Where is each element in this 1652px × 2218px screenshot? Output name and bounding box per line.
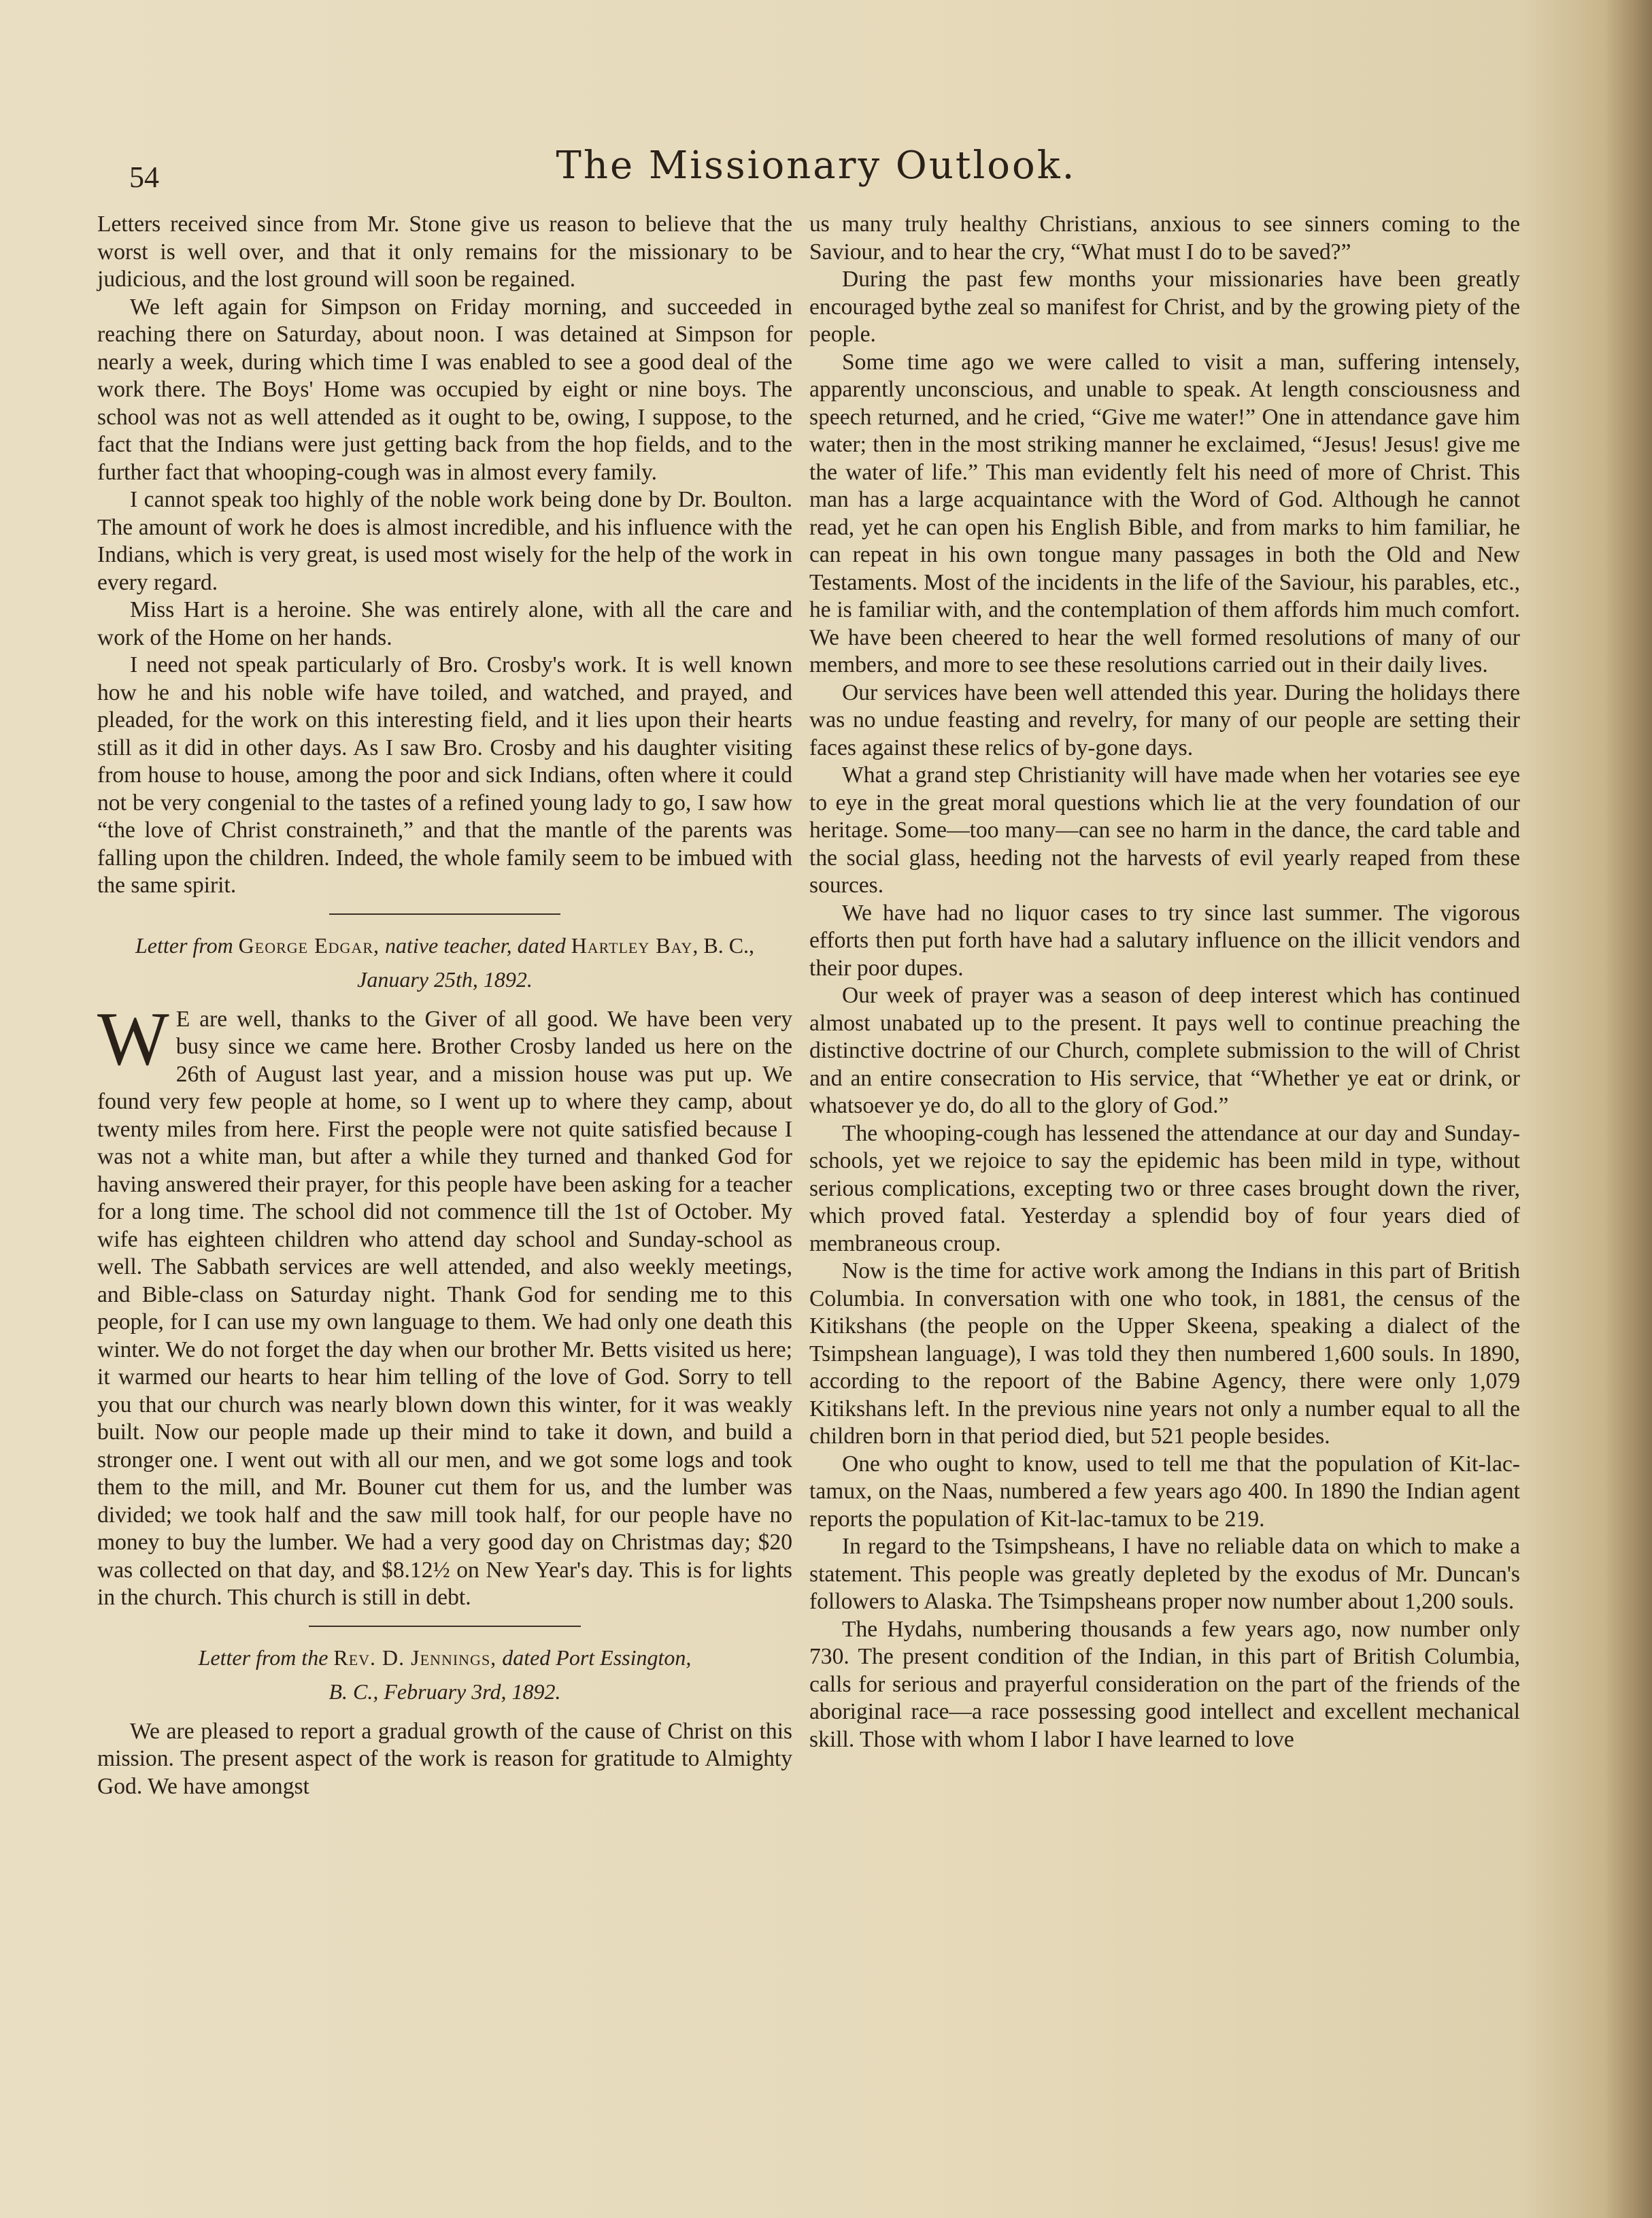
- paragraph: The Hydahs, numbering thousands a few years ago, now number only 730. The present condition of the Indian, in this part of British Columbia, calls for serious and prayerful consideration on the part of the friends of the aboriginal race—a race possessing good intellect and excellent mechanical skill. Those with whom I labor I have learned to love: [809, 1616, 1520, 1752]
- section-divider: [329, 913, 560, 915]
- paragraph: In regard to the Tsimpsheans, I have no reliable data on which to make a statement. This people was greatly depleted by the exodus of Mr. Duncan's followers to Alaska. The Tsimpsheans proper now number about 1,200 souls.: [809, 1534, 1520, 1614]
- left-column: [97, 211, 792, 1800]
- paragraph: Miss Hart is a heroine. She was entirely alone, with all the care and work of the Home on her hands.: [97, 597, 792, 650]
- heading-place: Hartley Bay: [571, 932, 693, 958]
- heading-prefix: Letter from: [135, 932, 233, 958]
- paragraph: One who ought to know, used to tell me that the population of Kit-lac-tamux, on the Naas, numbered a few years ago 400. In 1890 the Indian agent reports the population of Kit-lac-tamux to be 219.: [809, 1451, 1520, 1532]
- paragraph: Our services have been well attended this year. During the holidays there was no undue feasting and revelry, for many of our people are setting their faces against these relics of by-gone days.: [809, 679, 1520, 760]
- paragraph: We are pleased to report a gradual growth of the cause of Christ on this mission. The present aspect of the work is reason for gratitude to Almighty God. We have amongst: [97, 1718, 792, 1799]
- heading-dated: dated Port Essington,: [502, 1645, 692, 1670]
- letter-text: E are well, thanks to the Giver of all good. We have been very busy since we came here. Brother Crosby landed us here on the 26th of August last year, and a mission house was put up. We found very few people at home, so I went up to where they camp, about twenty miles from here. First the people were not quite satisfied because I was not a white man, but after a while they turned and thanked God for having answered their prayer, for this people have been asking for a teacher for a long time. The school did not commence till the 1st of October. My wife has eighteen children who attend day school and Sunday-school as well. The Sabbath services are well attended, and also weekly meetings, and Bible-class on Saturday night. Thank God for sending me to this people, for I can use my own language to them. We had only one death this winter. We do not forget the day when our brother Mr. Betts visited us here; it warmed our hearts to hear him telling of the love of God. Sorry to tell you that our church was nearly blown down this winter, for it was weakly built. Now our people made up their mind to take it down, and build a stronger one. I went out with all our men, and we got some logs and took them to the mill, and Mr. Bouner cut them for us, and the lumber was divided; we took half and the saw mill took half, for our people have no money to buy the lumber. We had a very good day on Christmas day; $20 was collected on that day, and $8.12½ on New Year's day. This is for lights in the church. This church is still in debt.: [97, 1006, 792, 1610]
- heading-date: January 25th, 1892.: [357, 967, 533, 992]
- paragraph: Letters received since from Mr. Stone give us reason to believe that the worst is well over, and that it only remains for the missionary to be judicious, and the lost ground will soon be regained.: [97, 212, 792, 292]
- running-title: The Missionary Outlook.: [556, 144, 1077, 188]
- paragraph: We have had no liquor cases to try since last summer. The vigorous efforts then put forth have had a salutary influence on the illicit vendors and their poor dupes.: [809, 900, 1520, 981]
- paragraph: I cannot speak too highly of the noble work being done by Dr. Boulton. The amount of work he does is almost incredible, and his influence with the Indians, which is very great, is used most wisely for the help of the work in every regard.: [97, 487, 792, 595]
- paragraph: We left again for Simpson on Friday morning, and succeeded in reaching there on Saturday, about noon. I was detained at Simpson for nearly a week, during which time I was enabled to see a good deal of the work there. The Boys' Home was occupied by eight or nine boys. The school was not as well attended as it ought to be, owing, I suppose, to the fact that the Indians were just getting back from the hop fields, and to the further fact that whooping-cough was in almost every family.: [97, 294, 792, 485]
- page-number: 54: [129, 161, 159, 194]
- letter-body-edgar: [97, 996, 792, 1612]
- heading-prefix: Letter from the: [198, 1645, 328, 1670]
- drop-cap: W: [97, 996, 169, 1081]
- heading-role: native teacher, dated: [385, 932, 566, 958]
- right-column: [809, 211, 1520, 1753]
- heading-author: Rev. D. Jennings,: [333, 1645, 497, 1670]
- paragraph: I need not speak particularly of Bro. Crosby's work. It is well known how he and his noble wife have toiled, and watched, and prayed, and pleaded, for the work on this interesting field, and it lies upon their hearts still as it did in other days. As I saw Bro. Crosby and his daughter visiting from house to house, among the poor and sick Indians, often where it could not be very congenial to the tastes of a refined young lady to go, I saw how “the love of Christ constraineth,” and that the mantle of the parents was falling upon the children. Indeed, the whole family seem to be imbued with the same spirit.: [97, 652, 792, 898]
- paragraph: Our week of prayer was a season of deep interest which has continued almost unabated up to the present. It pays well to continue preaching the distinctive doctrine of our Church, complete submission to the will of Christ and an entire consecration to His service, that “Whether ye eat or drink, or whatsoever ye do, do all to the glory of God.”: [809, 983, 1520, 1118]
- heading-region: , B. C.,: [692, 932, 755, 958]
- paragraph: us many truly healthy Christians, anxious to see sinners coming to the Saviour, and to hear the cry, “What must I do to be saved?”: [809, 212, 1520, 265]
- letter-heading-jennings: [97, 1641, 792, 1709]
- page-binding-shadow: [1604, 0, 1652, 2218]
- heading-author: George Edgar,: [238, 932, 380, 958]
- paragraph: Now is the time for active work among the Indians in this part of British Columbia. In conversation with one who took, in 1881, the census of the Kitikshans (the people on the Upper Skeena, speaking a dialect of the Tsimpshean language), I was told they then numbered 1,600 souls. In 1890, according to the repoort of the Babine Agency, there were only 1,079 Kitikshans left. In the previous nine years not only a number equal to all the children born in that period died, but 521 people besides.: [809, 1258, 1520, 1449]
- page-header: [95, 139, 1537, 201]
- paragraph: The whooping-cough has lessened the attendance at our day and Sunday-schools, yet we rejoice to say the epidemic has been mild in type, without serious complications, excepting two or three cases brought down the river, which proved fatal. Yesterday a splendid boy of four years died of membraneous croup.: [809, 1120, 1520, 1256]
- letter-heading-edgar: [97, 928, 792, 996]
- paragraph: During the past few months your missionaries have been greatly encouraged bythe zeal so manifest for Christ, and by the growing piety of the people.: [809, 267, 1520, 347]
- paragraph: What a grand step Christianity will have made when her votaries see eye to eye in the great moral questions which lie at the very foundation of our heritage. Some—too many—can see no harm in the dance, the card table and the social glass, heeding not the harvests of evil yearly reaped from these sources.: [809, 762, 1520, 898]
- section-divider: [309, 1626, 581, 1627]
- heading-date: B. C., February 3rd, 1892.: [328, 1679, 561, 1704]
- paragraph: Some time ago we were called to visit a man, suffering intensely, apparently unconscious, and unable to speak. At length consciousness and speech returned, and he cried, “Give me water!” One in attendance gave him water; then in the most striking manner he exclaimed, “Jesus! Jesus! give me the water of life.” This man evidently felt his need of more of Christ. This man has a large acquaintance with the Word of God. Although he cannot read, yet he can open his English Bible, and from marks to him familiar, he can repeat in his own tongue many passages in both the Old and New Testaments. Most of the incidents in the life of the Saviour, his parables, etc., he is familiar with, and the contemplation of them affords him much comfort. We have been cheered to hear the well formed resolutions of many of our members, and more to see these resolutions carried out in their daily lives.: [809, 349, 1520, 677]
